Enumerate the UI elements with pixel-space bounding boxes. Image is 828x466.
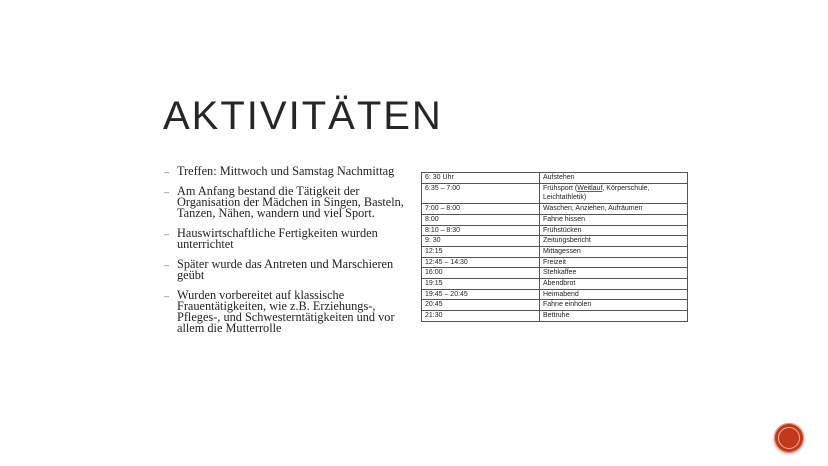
dash-marker: – — [164, 229, 170, 239]
dash-marker: – — [164, 187, 170, 197]
activity-cell: Stehkaffee — [540, 268, 688, 279]
time-cell: 9: 30 — [422, 236, 540, 247]
time-cell: 19:45 – 20:45 — [422, 289, 540, 300]
table-row — [422, 214, 688, 225]
time-cell: 7:00 – 8:00 — [422, 204, 540, 215]
time-cell: 16:00 — [422, 268, 540, 279]
time-cell: 8:00 — [422, 214, 540, 225]
table-row — [422, 279, 688, 290]
activity-cell: Aufstehen — [540, 173, 688, 184]
activity-cell — [540, 183, 688, 203]
list-item — [164, 186, 404, 219]
table-row — [422, 257, 688, 268]
table-row — [422, 236, 688, 247]
dash-marker: – — [164, 260, 170, 270]
activity-cell: Heimabend — [540, 289, 688, 300]
time-cell: 19:15 — [422, 279, 540, 290]
bullet-list — [164, 166, 404, 343]
table-row — [422, 173, 688, 184]
time-cell: 12:45 – 14:30 — [422, 257, 540, 268]
time-cell: 20:45 — [422, 300, 540, 311]
dash-marker: – — [164, 167, 170, 177]
activity-cell: Freizeit — [540, 257, 688, 268]
list-item — [164, 290, 404, 334]
table-row — [422, 311, 688, 322]
table-row — [422, 204, 688, 215]
next-slide-circle-icon[interactable] — [774, 423, 804, 453]
schedule-table — [421, 172, 688, 322]
underlined-word: Weitlauf — [577, 184, 603, 192]
table-row — [422, 246, 688, 257]
activity-cell: Mittagessen — [540, 246, 688, 257]
activity-cell: Zeitungsbericht — [540, 236, 688, 247]
time-cell: 12:15 — [422, 246, 540, 257]
activity-cell: Waschen, Anziehen, Aufräumen — [540, 204, 688, 215]
table-row — [422, 183, 688, 203]
table-row — [422, 289, 688, 300]
activity-text-post: , Körperschule, Leichtathletik) — [543, 184, 650, 202]
activity-cell: Fahne hissen — [540, 214, 688, 225]
bullet-text: Hauswirtschaftliche Fertigkeiten wurden unterrichtet — [177, 226, 378, 251]
activity-text-pre: Frühsport ( — [543, 184, 578, 192]
time-cell: 21:30 — [422, 311, 540, 322]
slide-title: AKTIVITÄTEN — [163, 94, 443, 138]
activity-cell: Abendbrot — [540, 279, 688, 290]
time-cell: 6: 30 Uhr — [422, 173, 540, 184]
list-item — [164, 166, 404, 177]
activity-cell: Fahne einholen — [540, 300, 688, 311]
table-row — [422, 268, 688, 279]
table-row — [422, 225, 688, 236]
bullet-text: Am Anfang bestand die Tätigkeit der Organisation der Mädchen in Singen, Basteln, Tanzen, Nähen, wandern und viel Sport. — [177, 184, 404, 220]
bullet-text: Später wurde das Antreten und Marschieren geübt — [177, 257, 394, 282]
bullet-text: Treffen: Mittwoch und Samstag Nachmittag — [177, 164, 395, 178]
time-cell: 6:35 – 7:00 — [422, 183, 540, 203]
activity-cell: Frühstücken — [540, 225, 688, 236]
activity-cell: Bettruhe — [540, 311, 688, 322]
time-cell: 8:10 – 8:30 — [422, 225, 540, 236]
table-row — [422, 300, 688, 311]
list-item — [164, 259, 404, 281]
list-item — [164, 228, 404, 250]
dash-marker: – — [164, 291, 170, 301]
bullet-text: Wurden vorbereitet auf klassische Frauentätigkeiten, wie z.B. Erziehungs-, Pfleges-, und Schwesterntätigkeiten und vor allem die Mutterrolle — [177, 288, 395, 335]
